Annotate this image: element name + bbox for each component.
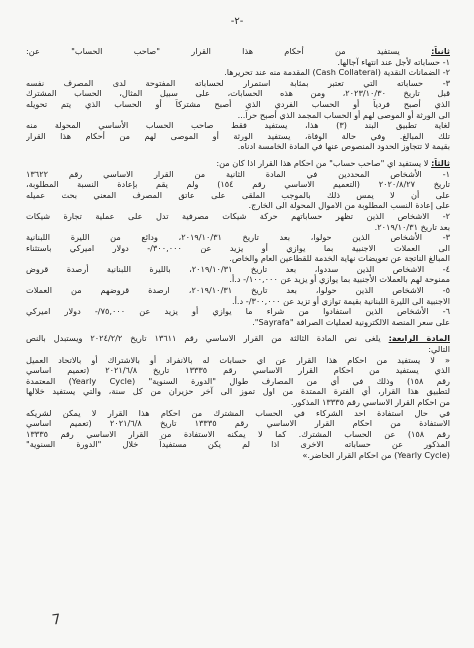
section-second-heading: يستفيد من أحكام هذا القرار "صاحب الحساب" عن:: [26, 46, 400, 56]
article-fourth-intro: يلغى نص المادة الثالثة من القرار الاساسي رقم ١٣٦١١ تاريخ ٢٠٢٤/٢/٢ ويستبدل بالنص: [26, 333, 381, 344]
text-line: تاريخ ٢٠٢٠/٨/٢٧ (التعميم الاساسي رقم ١٥٤) ولم يقم بإعادة النسبة المطلوبة،: [26, 179, 450, 190]
text-line: الى الورثة أو الموصى لهم أو الحساب المجمد الذي أصبح حراً...: [237, 109, 450, 120]
text-line: على سعر المنصة الالكترونية لعمليات الصرافة "Sayrafa".: [252, 316, 450, 327]
document-body: [26, 40, 450, 461]
text-line: بقيمة لا تتجاوز الحدود المنصوص عنها في المادة الخامسة ادناه.: [237, 141, 450, 152]
article-fourth-label: المادة الرابعة:: [388, 333, 450, 344]
text-line: من احكام القرار الاساسي رقم ١٣٣٣٥ المذكور.: [290, 397, 450, 407]
section-third: [26, 158, 450, 328]
section-second-label: ثانياً:: [431, 46, 450, 56]
text-line: ٥- الاشخاص الذين حولوا، بعد تاريخ ٢٠١٩/١٠/٣١، ارصدة قروضهم من العملات: [26, 285, 450, 296]
text-line: (Yearly Cycle) من احكام القرار الحاضر.»: [302, 449, 450, 460]
text-line: رقم ١٥٨) وذلك في أي من المصارف طوال "الدورة السنوية" (Yearly Cycle) المعتمدة: [26, 375, 450, 386]
text-line: رقم ١٥٨) عن الحساب المشترك. كما لا يمكنه الاستفادة من القرار الاساسي رقم ١٣٣٣٥: [26, 428, 450, 439]
text-line: الى العملات الاجنبية بما يوازي أو يزيد عن ٣٠٠,٠٠٠/- دولار اميركي باستثناء: [26, 242, 450, 253]
text-line: « لا يستفيد من احكام هذا القرار عن اي حسابات له بالانفراد أو بالاشتراك أو بالاتحاد العميل: [26, 354, 450, 365]
text-line: ٢- الاشخاص الذين تظهر حساباتهم حركة شيكات مصرفية تدل على عملية تجارة شيكات: [26, 210, 450, 221]
text-line: على أن لا يمس ذلك بالموجب الملقى على عاتق المصرف المعني بحث عميله: [26, 189, 450, 200]
section-second: [26, 46, 450, 152]
text-line: ٣- الأشخاص الذين حولوا، بعد تاريخ ٢٠١٩/١٠/٣١، ودائع من الليرة اللبنانية: [26, 232, 450, 243]
text-line: ٦- الأشخاص الذين استفادوا من شراء ما يوازي أو يزيد عن ٧٥,٠٠٠/- دولار اميركي: [26, 306, 450, 317]
text-line: لغاية تطبيق البند (٣) هذا، يستفيد فقط صاحب الحساب الأساسي المحولة منه: [26, 120, 450, 131]
text-line: ١- حساباته لأجل عند انتهاء آجالها.: [337, 56, 450, 67]
text-line: لتطبيق هذا القرار، أي الفترة الممتدة من اول تموز الى آخر حزيران من كل سنة، والتي يستفيد خلالها: [26, 386, 450, 397]
text-line: ١- الأشخاص المحددين في المادة الثانية من القرار الاساسي رقم ١٣٦٢٢: [26, 168, 450, 179]
text-line: بعد تاريخ ٢٠١٩/١٠/٣١.: [374, 221, 450, 232]
text-line: على إعادة النسب المطلوبة من الاموال المحولة الى الخارج.: [248, 200, 450, 211]
text-line: الذي يستفيد من احكام القرار الاساسي رقم ١٣٣٣٥ تاريخ ٢٠٢١/٦/٨ (تعميم اساسي: [26, 365, 450, 376]
section-third-heading: لا يستفيد اي "صاحب حساب" من احكام هذا القرار اذا كان من:: [216, 157, 429, 168]
text-line: تلك المبالغ. وفي حالة الوفاة، يستفيد الورثة أو الموصى لهم من أحكام هذا القرار: [26, 130, 450, 141]
text-line: التالي:: [428, 344, 450, 355]
text-line: الاستفادة من احكام القرار الاساسي رقم ١٣٣٣٥ تاريخ ٢٠٢١/٦/٨ (تعميم اساسي: [26, 418, 450, 429]
text-line: ٤- الاشخاص الذين سددوا، بعد تاريخ ٢٠١٩/١٠/٣١، بالليرة اللبنانية أرصدة قروض: [26, 263, 450, 274]
signature-mark: 7: [50, 611, 62, 629]
text-line: في حال استفادة احد الشركاء في الحساب المشترك من احكام هذا القرار لا يمكن لشريكه: [26, 407, 450, 418]
text-line: ٣- حساباته التي تعتبر بمثابة استمرار لحساباته المفتوحة لدى المصرف نفسه: [26, 77, 450, 88]
text-line: قبل تاريخ ٢٠٢٣/١٠/٣٠، ومن هذه الحسابات، على سبيل المثال، الحساب المشترك: [26, 88, 450, 99]
text-line: ممنوحة لهم بالعملات الأجنبية بما يوازي أو يزيد عن ١٠٠,٠٠٠/- د.أ.: [229, 274, 450, 285]
section-third-label: ثالثاً:: [431, 157, 450, 168]
text-line: ٢- الضمانات النقدية (Cash Collateral) المقدمة منه عند تحريرها.: [224, 67, 450, 78]
text-line: الذي أصبح فردياً أو الحساب الفردي الذي أصبح مشتركاً أو الحساب الذي يتم تحويله: [26, 98, 450, 109]
text-line: الاجنبية الى الليرة اللبنانية بقيمة توازي أو تزيد عن ٣٠٠,٠٠٠/- د.أ.: [232, 295, 450, 306]
page-number: -٢-: [230, 16, 244, 27]
article-fourth: [26, 333, 450, 460]
text-line: المذكور عن حساباته الاخرى اذا لم يكن مستفيداً خلال "الدورة السنوية": [26, 439, 450, 450]
text-line: المبالغ الناتجة عن تعويضات نهاية الخدمة للقطاعين العام والخاص.: [229, 253, 450, 264]
